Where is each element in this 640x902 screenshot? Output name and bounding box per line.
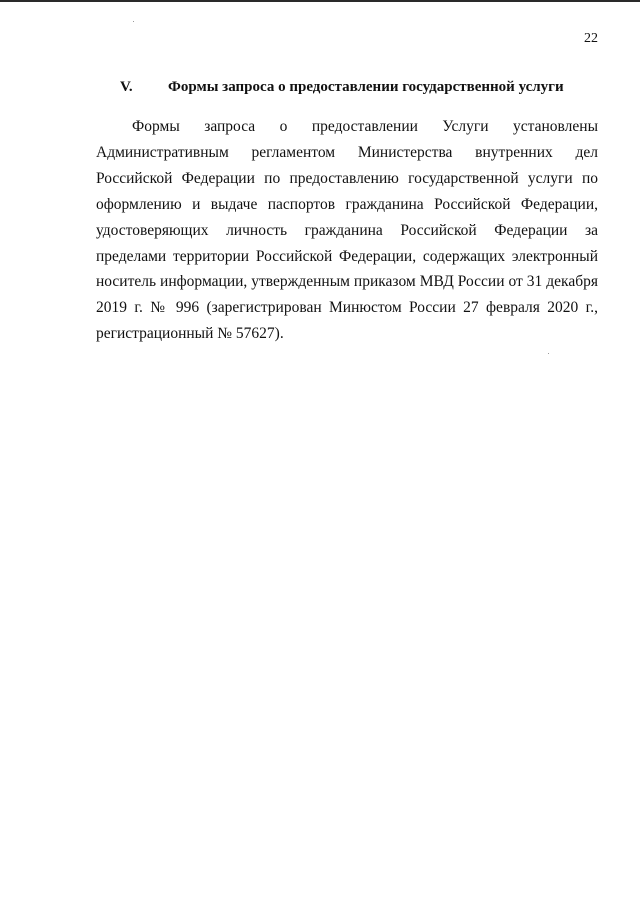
page-number: 22 xyxy=(584,31,598,46)
body-paragraph: Формы запроса о предоставлении Услуги установлены Административным регламентом Министерства внутренних дел Российской Федерации по предоставлению государственной услуги по оформлению и выдаче паспортов гражданина Российской Федерации, удостоверяющих личность гражданина Российской Федерации за пределами территории Российской Федерации, содержащих электронный носитель информации, утвержденным приказом МВД России от 31 декабря 2019 г. № 996 (зарегистрирован Минюстом России 27 февраля 2020 г., регистрационный № 57627). xyxy=(96,118,598,343)
section-number: V. xyxy=(120,79,133,95)
page-top-edge xyxy=(0,0,640,2)
scan-speck xyxy=(133,21,134,22)
scan-speck xyxy=(548,353,549,354)
section-title: Формы запроса о предоставлении государственной услуги xyxy=(168,79,564,95)
